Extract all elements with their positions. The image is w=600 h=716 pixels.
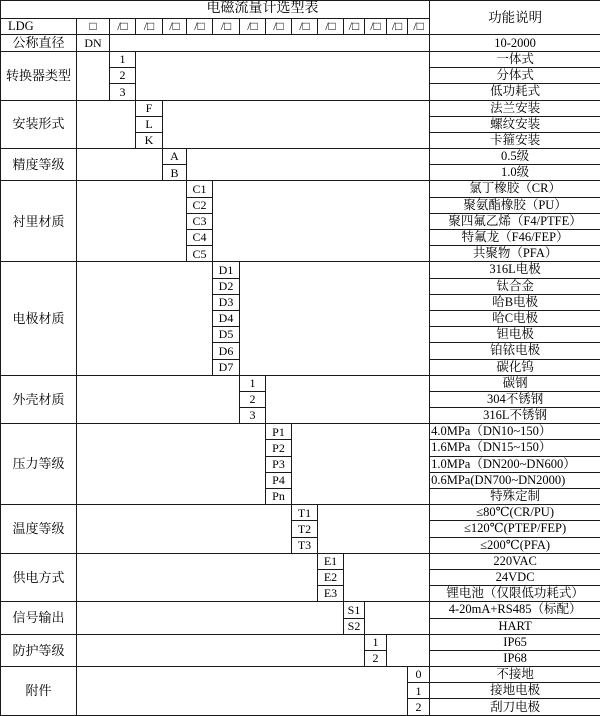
right-spacer-cell: [387, 634, 430, 666]
code-cell: P2: [266, 440, 292, 456]
description-cell: 碳钢: [430, 375, 600, 391]
code-cell: C5: [187, 246, 213, 262]
code-box: □: [77, 18, 110, 34]
code-cell: B: [163, 165, 187, 181]
description-cell: 法兰安装: [430, 100, 600, 116]
description-cell: 钽电极: [430, 327, 600, 343]
description-cell: HART: [430, 618, 600, 634]
description-cell: 锂电池（仅限低功耗式）: [430, 586, 600, 602]
left-spacer-cell: [77, 505, 292, 554]
code-cell: T1: [292, 505, 318, 521]
right-spacer-cell: [318, 505, 430, 554]
right-spacer-cell: [213, 181, 430, 262]
description-cell: 螺纹安装: [430, 116, 600, 132]
left-spacer-cell: [77, 181, 187, 262]
code-slot: /□: [187, 18, 213, 34]
code-cell: F: [136, 100, 163, 116]
code-cell: D7: [213, 359, 240, 375]
description-cell: 分体式: [430, 68, 600, 84]
code-cell: 2: [365, 650, 387, 666]
right-spacer-cell: [292, 424, 430, 505]
code-cell: D3: [213, 294, 240, 310]
code-cell: A: [163, 149, 187, 165]
code-cell: T2: [292, 521, 318, 537]
right-spacer-cell: [163, 100, 430, 149]
code-slot: /□: [240, 18, 266, 34]
code-slot: /□: [266, 18, 292, 34]
right-spacer-cell: [240, 262, 430, 375]
code-cell: 1: [240, 375, 266, 391]
code-slot: /□: [408, 18, 430, 34]
code-cell: L: [136, 116, 163, 132]
description-cell: ≤80℃(CR/PU): [430, 505, 600, 521]
code-cell: C4: [187, 230, 213, 246]
description-cell: 钛合金: [430, 278, 600, 294]
code-cell: 0: [408, 667, 430, 683]
left-spacer-cell: [77, 553, 318, 602]
code-cell: E2: [318, 569, 344, 585]
table-title: 电磁流量计选型表: [1, 1, 430, 19]
code-slot: /□: [387, 18, 408, 34]
left-spacer-cell: [77, 602, 344, 634]
code-slot: /□: [163, 18, 187, 34]
code-cell: K: [136, 132, 163, 148]
code-cell: P3: [266, 456, 292, 472]
right-spacer-cell: [344, 553, 430, 602]
code-cell: 3: [110, 84, 136, 100]
description-cell: 氯丁橡胶（CR）: [430, 181, 600, 197]
left-spacer-cell: [77, 149, 163, 181]
code-cell: P1: [266, 424, 292, 440]
code-slot: /□: [213, 18, 240, 34]
description-cell: 24VDC: [430, 569, 600, 585]
code-cell: D2: [213, 278, 240, 294]
description-cell: 1.6MPa（DN15~150）: [430, 440, 600, 456]
category-cell: 安装形式: [1, 100, 77, 149]
description-cell: 铂铱电极: [430, 343, 600, 359]
description-cell: 4.0MPa（DN10~150）: [430, 424, 600, 440]
left-spacer-cell: [77, 424, 266, 505]
code-slot: /□: [365, 18, 387, 34]
code-cell: 3: [240, 408, 266, 424]
category-cell: 防护等级: [1, 634, 77, 666]
code-cell: 2: [408, 699, 430, 716]
description-cell: 10-2000: [430, 35, 600, 52]
category-cell: 外壳材质: [1, 375, 77, 424]
category-cell: 精度等级: [1, 149, 77, 181]
description-cell: 一体式: [430, 51, 600, 67]
category-cell: 附件: [1, 667, 77, 716]
right-spacer-cell: [136, 51, 430, 100]
description-cell: 接地电极: [430, 683, 600, 699]
code-cell: D6: [213, 343, 240, 359]
description-cell: 0.6MPa(DN700~DN2000): [430, 472, 600, 488]
right-spacer-cell: [266, 375, 430, 424]
code-cell: E3: [318, 586, 344, 602]
selection-table-body: [1, 1, 600, 716]
description-cell: 碳化钨: [430, 359, 600, 375]
code-cell: 1: [365, 634, 387, 650]
category-cell: 电极材质: [1, 262, 77, 375]
code-cell: Pn: [266, 489, 292, 505]
description-cell: IP68: [430, 650, 600, 666]
code-cell: 1: [408, 683, 430, 699]
category-cell: 供电方式: [1, 553, 77, 602]
description-cell: 哈B电极: [430, 294, 600, 310]
model-prefix: LDG: [1, 18, 77, 34]
description-cell: 哈C电极: [430, 310, 600, 326]
code-cell: D5: [213, 327, 240, 343]
description-cell: 220VAC: [430, 553, 600, 569]
left-spacer-cell: [77, 634, 365, 666]
left-spacer-cell: [77, 375, 240, 424]
description-cell: 0.5级: [430, 149, 600, 165]
left-spacer-cell: [77, 667, 408, 716]
code-cell: T3: [292, 537, 318, 553]
left-spacer-cell: [77, 262, 213, 375]
code-cell: 2: [110, 68, 136, 84]
code-slot: /□: [110, 18, 136, 34]
code-cell: D4: [213, 310, 240, 326]
description-cell: 特氟龙（F46/FEP）: [430, 230, 600, 246]
code-cell: DN: [77, 35, 110, 52]
description-cell: 刮刀电极: [430, 699, 600, 716]
description-cell: ≤120℃(PTEP/FEP): [430, 521, 600, 537]
category-cell: 压力等级: [1, 424, 77, 505]
description-cell: 卡箍安装: [430, 132, 600, 148]
code-cell: S2: [344, 618, 365, 634]
code-cell: C2: [187, 197, 213, 213]
description-cell: 316L不锈钢: [430, 408, 600, 424]
code-slot: /□: [136, 18, 163, 34]
code-cell: D1: [213, 262, 240, 278]
category-cell: 衬里材质: [1, 181, 77, 262]
code-slot: /□: [344, 18, 365, 34]
description-cell: 共聚物（PFA）: [430, 246, 600, 262]
description-cell: 1.0级: [430, 165, 600, 181]
description-cell: 不接地: [430, 667, 600, 683]
code-cell: E1: [318, 553, 344, 569]
category-cell: 公称直径: [1, 35, 77, 52]
code-cell: P4: [266, 472, 292, 488]
description-cell: 4-20mA+RS485（标配）: [430, 602, 600, 618]
code-cell: C3: [187, 213, 213, 229]
description-cell: IP65: [430, 634, 600, 650]
left-spacer-cell: [77, 100, 136, 149]
description-cell: 316L电极: [430, 262, 600, 278]
category-cell: 温度等级: [1, 505, 77, 554]
code-cell: 1: [110, 51, 136, 67]
function-header: 功能说明: [430, 1, 600, 35]
description-cell: 聚四氟乙烯（F4/PTFE）: [430, 213, 600, 229]
code-cell: 2: [240, 391, 266, 407]
description-cell: 1.0MPa（DN200~DN600）: [430, 456, 600, 472]
description-cell: 低功耗式: [430, 84, 600, 100]
code-cell: C1: [187, 181, 213, 197]
right-spacer-cell: [110, 35, 430, 52]
description-cell: 特殊定制: [430, 489, 600, 505]
description-cell: 聚氨酯橡胶（PU）: [430, 197, 600, 213]
description-cell: 304不锈钢: [430, 391, 600, 407]
category-cell: 信号输出: [1, 602, 77, 634]
description-cell: ≤200℃(PFA): [430, 537, 600, 553]
code-slot: /□: [292, 18, 318, 34]
right-spacer-cell: [365, 602, 430, 634]
category-cell: 转换器类型: [1, 51, 77, 100]
code-cell: S1: [344, 602, 365, 618]
left-spacer-cell: [77, 51, 110, 100]
code-slot: /□: [318, 18, 344, 34]
right-spacer-cell: [187, 149, 430, 181]
